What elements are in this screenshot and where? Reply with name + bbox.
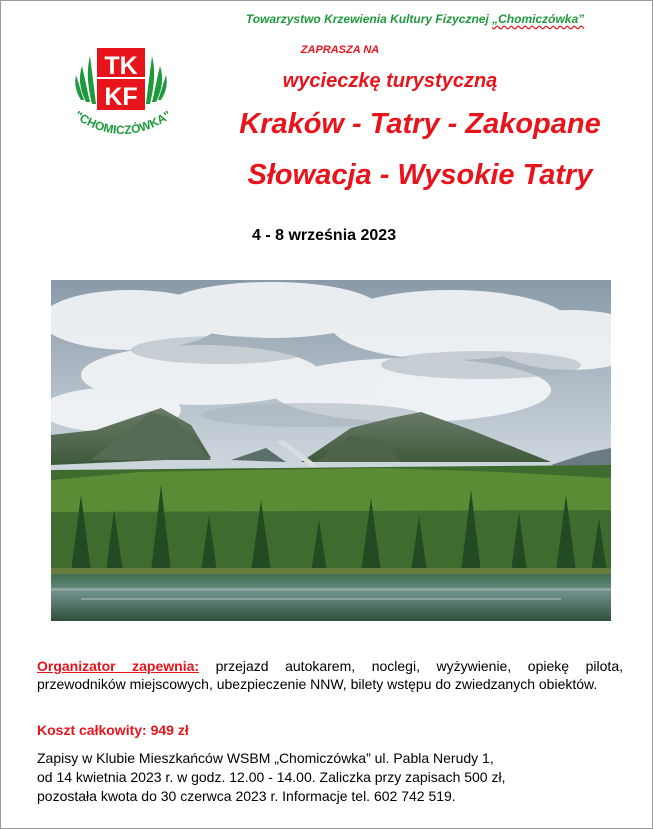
- total-cost: Koszt całkowity: 949 zł: [37, 722, 189, 738]
- trip-type-heading: wycieczkę turystyczną: [282, 70, 498, 92]
- reed-left-icon: [75, 56, 96, 104]
- trip-dates: 4 - 8 września 2023: [252, 227, 397, 244]
- reed-right-icon: [146, 56, 167, 104]
- tkkf-logo: [52, 42, 192, 147]
- logo-letters-top: TK: [104, 52, 138, 80]
- signup-info: [37, 749, 623, 806]
- society-name: „Chomiczówka”: [492, 12, 585, 26]
- logo-arc-text: "CHOMICZÓWKA": [72, 107, 174, 138]
- signup-line: od 14 kwietnia 2023 r. w godz. 12.00 - 14.00. Zaliczka przy zapisach 500 zł,: [37, 769, 506, 785]
- mountain-lake-photo: [51, 280, 611, 621]
- signup-line: Zapisy w Klubie Mieszkańców WSBM „Chomiczówka” ul. Pabla Nerudy 1,: [37, 750, 494, 766]
- signup-line: pozostała kwota do 30 czerwca 2023 r. Informacje tel. 602 742 519.: [37, 788, 456, 804]
- organizer-label: Organizator zapewnia:: [37, 658, 200, 674]
- organizer-paragraph: [37, 657, 623, 693]
- organizer-text: przejazd autokarem, noclegi, wyżywienie, opiekę pilota, przewodników miejscowych, ubezpieczenie NNW, bilety wstępu do zwiedzanych obiektów.: [37, 658, 623, 692]
- logo-letters-bottom: KF: [104, 83, 138, 111]
- title-line-2: Słowacja - Wysokie Tatry: [247, 159, 593, 191]
- invites-label: ZAPRASZA NA: [300, 44, 380, 56]
- title-line-1: Kraków - Tatry - Zakopane: [239, 108, 601, 140]
- society-prefix: Towarzystwo Krzewienia Kultury Fizycznej: [245, 12, 493, 26]
- society-name-heading: [180, 12, 650, 26]
